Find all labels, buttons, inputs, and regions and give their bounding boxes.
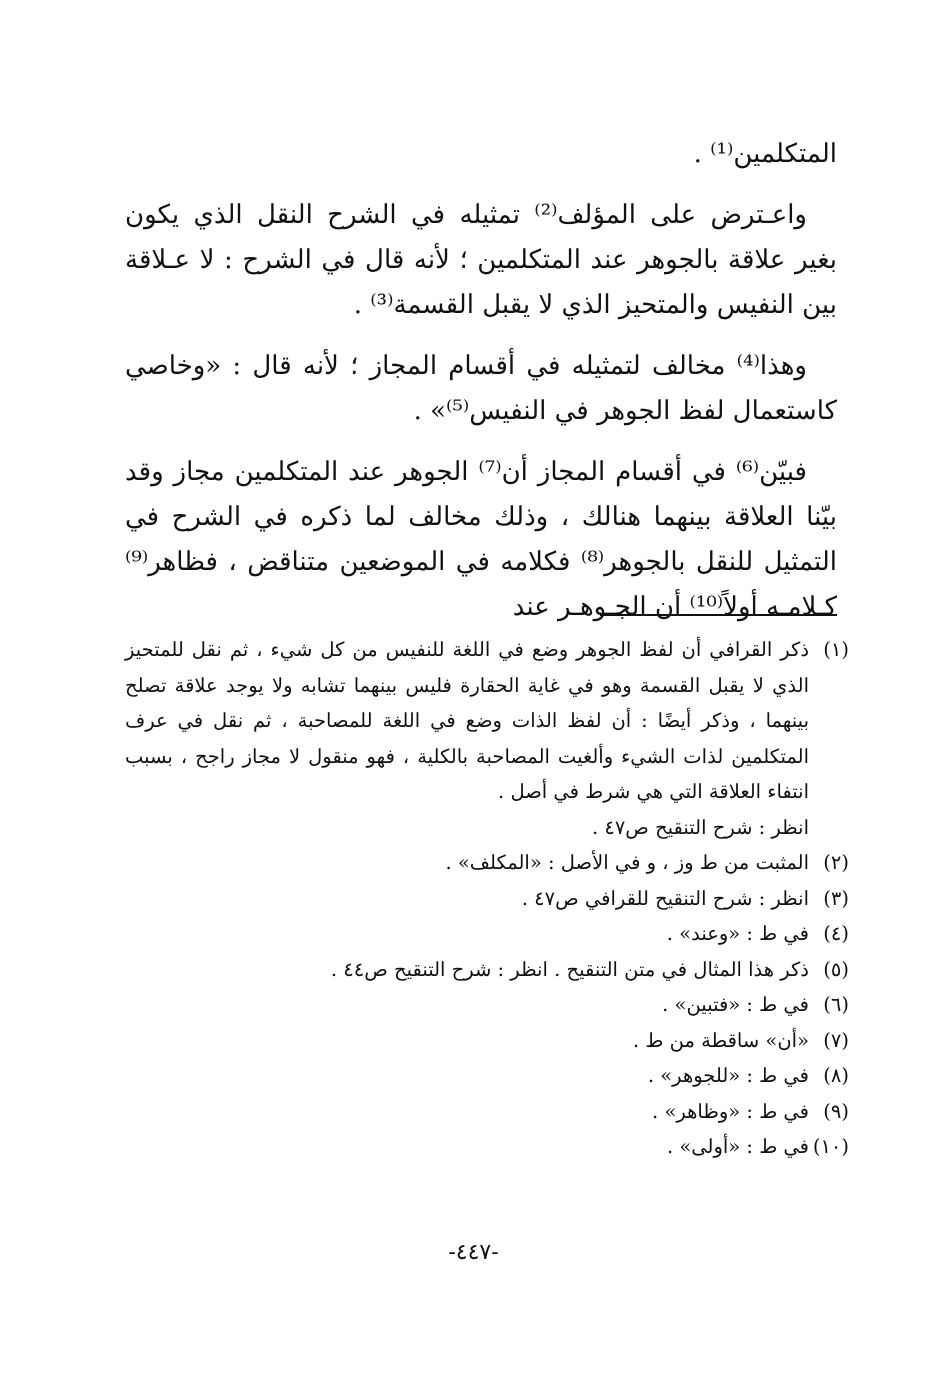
footnote [125,1023,849,1059]
footnote-number: (٧) [823,1028,849,1052]
footnote-text: انظر : شرح التنقيح ص٤٧ . [591,815,809,839]
paragraph: المتكلمين⁽¹⁾ . [693,139,837,169]
footnote-number: (٦) [823,993,849,1016]
footnote [125,845,849,881]
footnote-text: ذكر هذا المثال في متن التنقيح . انظر : شرح التنقيح ص٤٤ . [330,957,809,981]
footnote-number: (١٠) [812,1135,849,1158]
footnote [125,810,849,846]
footnote [125,1094,849,1130]
footnote-number: (٨) [823,1064,849,1087]
footnote-text: في ط : «للجوهر» . [647,1064,809,1087]
footnote [125,987,849,1023]
footnote-number: (٢) [823,851,849,874]
footnotes [125,632,849,1165]
footnote [125,952,849,988]
footnote-number: (٣) [823,886,849,910]
footnote-number: (١) [823,638,849,661]
footnote-separator [600,614,837,616]
footnote-text: في ط : «أولى» . [666,1135,809,1158]
paragraph: واعـترض على المؤلف⁽²⁾ تمثيله في الشرح النقل الذي يكون بغير علاقة بالجوهر عند المتكلمين ؛ لأنه قال في الشرح : لا عـلاقة بين النفيس والمتحيز الذي لا يقبل القسمة⁽³⁾ . [125,200,837,320]
footnote-number: (٩) [823,1099,849,1123]
footnote-text: في ط : «فتبين» . [662,993,809,1016]
footnote-text: «أن» ساقطة من ط . [633,1028,809,1052]
footnote-number: (٤) [823,922,849,945]
paragraph: وهذا⁽⁴⁾ مخالف لتمثيله في أقسام المجاز ؛ لأنه قال : «وخاصي كاستعمال لفظ الجوهر في النفيس⁽⁵⁾» . [125,351,837,426]
footnote [125,1129,849,1165]
footnote-number: (٥) [823,957,849,981]
page-number: -٤٤٧- [448,1240,499,1265]
footnote-text: المثبت من ط وز ، و في الأصل : «المكلف» . [445,851,809,874]
footnote-text: انظر : شرح التنقيح للقرافي ص٤٧ . [521,886,809,910]
footnote-text: في ط : «وظاهر» . [652,1099,809,1123]
main-text [125,132,837,646]
footnote [125,632,849,810]
footnote [125,916,849,952]
paragraph: فبيّن⁽⁶⁾ في أقسام المجاز أن⁽⁷⁾ الجوهر عند المتكلمين مجاز وقد بيّنا العلاقة بينهما هنالك ، وذلك مخالف لما ذكره في الشرح في التمثيل للنقل بالجوهر⁽⁸⁾ فكلامه في الموضعين متناقض ، فظاهر⁽⁹⁾ كـلامـه أولاً⁽¹⁰⁾ أن الجـوهـر عند [125,457,837,622]
footnote-text: ذكر القرافي أن لفظ الجوهر وضع في اللغة للنفيس من كل شيء ، ثم نقل للمتحيز الذي لا يقبل القسمة وهو في غاية الحقارة فليس بينهما تشابه ولا يوجد علاقة تصلح بينهما ، وذكر أيضًا : أن لفظ الذات وضع في اللغة للمصاحبة ، ثم نقل في عرف المتكلمين لذات الشيء وألغيت المصاحبة بالكلية ، فهو منقول لا مجاز راجح ، بسبب انتفاء العلاقة التي هي شرط في أصل . [125,638,809,803]
footnote [125,881,849,917]
footnote [125,1058,849,1094]
footnote-text: في ط : «وعند» . [666,922,809,945]
